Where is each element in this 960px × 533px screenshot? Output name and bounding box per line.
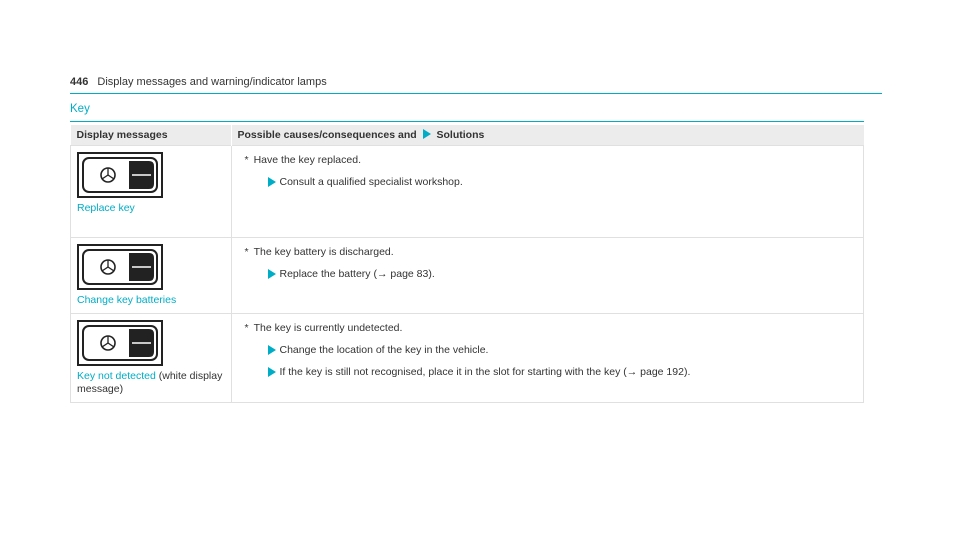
cause: * The key is currently undetected. <box>244 322 403 334</box>
table-row <box>71 238 864 314</box>
causes-solutions-cell <box>231 314 864 403</box>
cause: * Have the key replaced. <box>244 154 361 166</box>
table-row <box>71 314 864 403</box>
solution-step: If the key is still not recognised, place it in the slot for starting with the key (→ page 192). <box>245 366 854 379</box>
solution-step: Replace the battery (→ page 83). <box>245 268 854 281</box>
display-message-cell <box>71 238 232 314</box>
page-header <box>70 76 882 94</box>
solution-step: Change the location of the key in the vehicle. <box>245 344 854 357</box>
cause: * The key battery is discharged. <box>244 246 394 258</box>
column-header-display-messages: Display messages <box>71 125 232 146</box>
message-text: Change key batteries <box>77 294 177 306</box>
section-title: Key <box>70 103 864 122</box>
running-title: Display messages and warning/indicator lamps <box>97 76 327 88</box>
message-note: (white display message) <box>77 370 223 395</box>
key-fob-icon <box>77 320 163 366</box>
step-arrow-icon <box>268 345 276 355</box>
causes-solutions-cell <box>231 238 864 314</box>
display-message-cell <box>71 146 232 238</box>
asterisk-bullet-icon: * <box>244 154 249 166</box>
step-arrow-icon <box>268 367 276 377</box>
column-header-causes: Possible causes/consequences and <box>237 129 417 141</box>
message-text: Key not detected (white display message) <box>77 370 223 395</box>
column-header-causes-solutions <box>231 125 864 146</box>
solutions-arrow-icon <box>423 129 431 139</box>
key-fob-icon <box>77 152 163 198</box>
message-text: Replace key <box>77 202 135 214</box>
step-arrow-icon <box>268 269 276 279</box>
table-header-row <box>71 125 864 146</box>
key-fob-icon <box>77 244 163 290</box>
column-header-solutions: Solutions <box>436 129 485 141</box>
display-message-cell <box>71 314 232 403</box>
display-messages-table <box>70 125 864 403</box>
asterisk-bullet-icon: * <box>244 322 249 334</box>
solution-step: Consult a qualified specialist workshop. <box>245 176 854 189</box>
asterisk-bullet-icon: * <box>244 246 249 258</box>
table-row <box>71 146 864 238</box>
causes-solutions-cell <box>231 146 864 238</box>
step-arrow-icon <box>268 177 276 187</box>
page-number: 446 <box>70 76 89 88</box>
